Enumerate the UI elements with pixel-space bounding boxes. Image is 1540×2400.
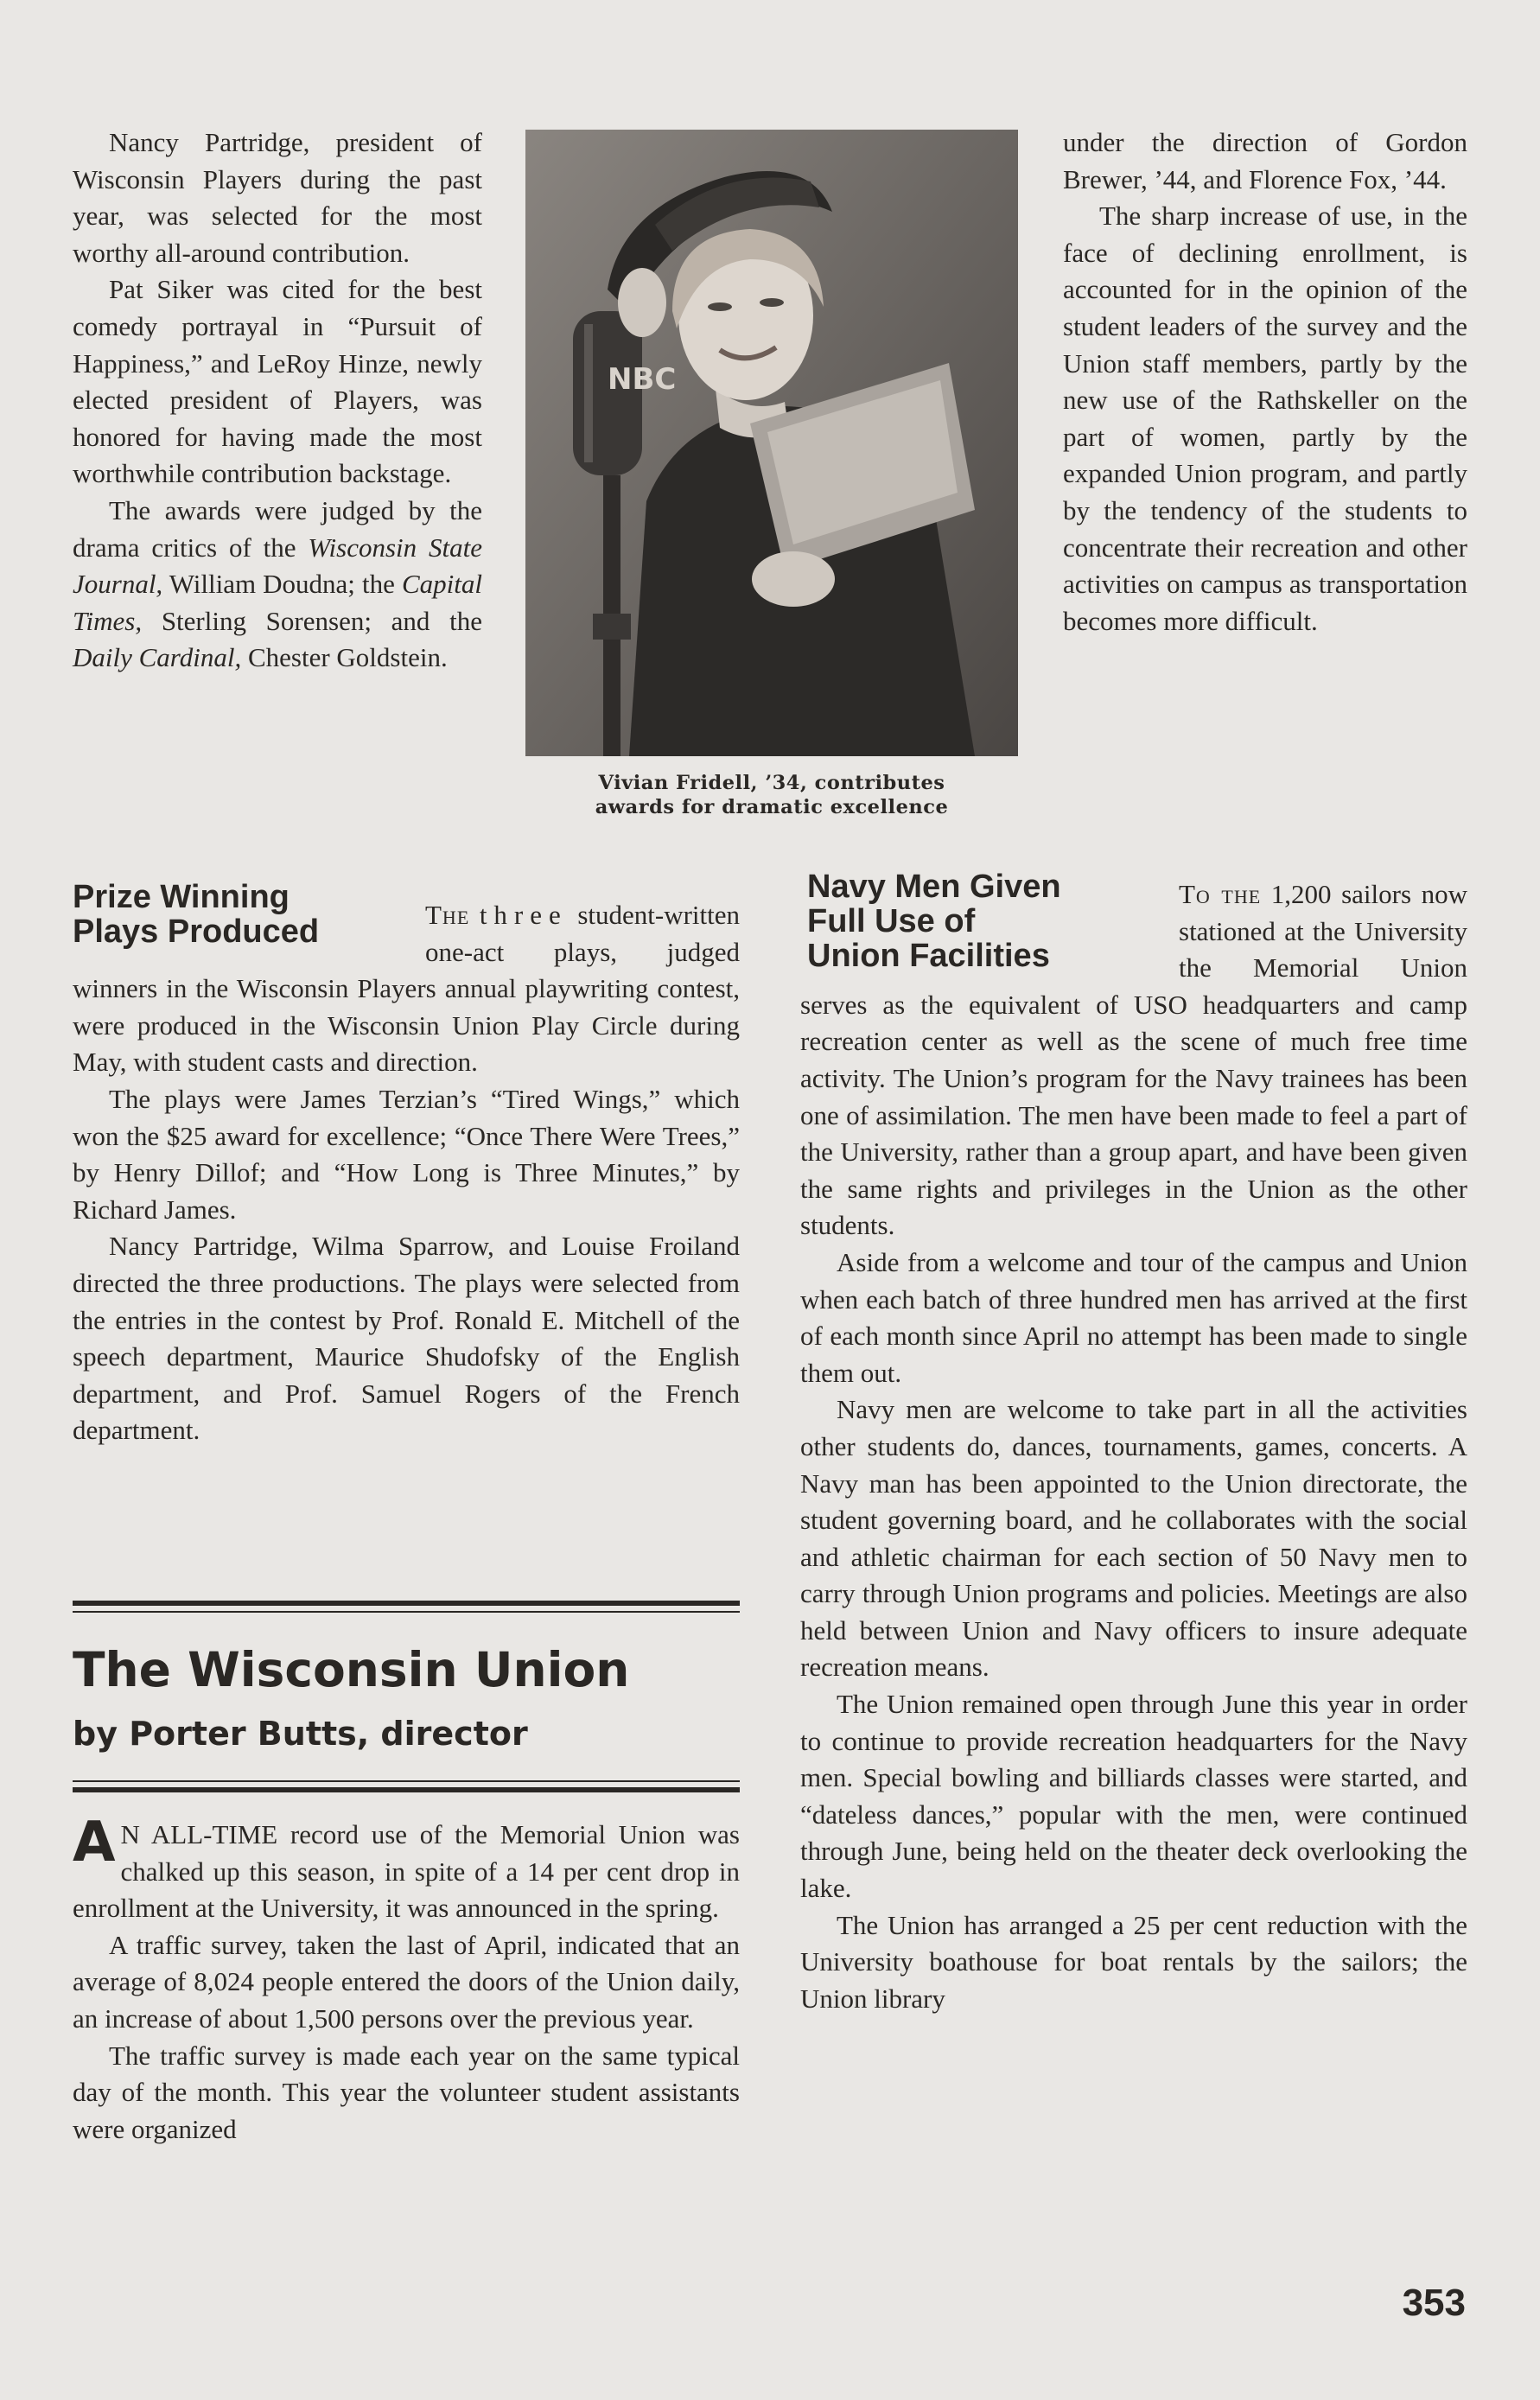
navy-welcome-paragraph: Aside from a welcome and tour of the campus and Union when each batch of three hundred men has arrived at the first of each month since April no attempt has been made to single them out. <box>800 1246 1467 1388</box>
players-president-paragraph: Nancy Partridge, president of Wisconsin Players during the past year, was selected for the most worthy all-around contribution. <box>73 127 482 268</box>
prize-plays-list-paragraph: The plays were James Terzian’s “Tired Wings,” which won the $25 award for excellence; “Once There Were Trees,” by Henry Dillof; and “How Long is Three Minutes,” by Richard James. <box>73 1083 740 1225</box>
navy-heading-line-1: Navy Men Given <box>807 869 1061 905</box>
union-byline: by Porter Butts, director <box>73 1715 528 1753</box>
nbc-mic-label: NBC <box>608 362 677 397</box>
left-top-column <box>73 124 482 677</box>
navy-june-paragraph: The Union remained open through June this year in order to continue to provide recreation headquarters for the Navy men. Special bowling and billiards classes were started, and “dateless dances,” popular with the men, were continued through June, being held on the theater deck overlooking the lake. <box>800 1689 1467 1904</box>
vivian-fridell-photo <box>525 130 1018 756</box>
increase-paragraph: The sharp increase of use, in the face of declining enrollment, is accounted for in the opinion of the student leaders of the survey and the Union staff members, partly by the new use of the Rathskeller on the part of women, partly by the expanded Union program, and partly by the tendency of the students to concentrate their recreation and other activities on campus as transportation becomes more difficult. <box>1063 201 1467 636</box>
navy-activities-paragraph: Navy men are welcome to take part in all the activities other students do, dances, tournaments, games, concerts. A Navy man has been appointed to the Union directorate, the student governing board, and he collaborates with the social and athletic chairman for each section of 50 Navy men to carry through Union programs and policies. Meetings are also held between Union and Navy officers to insure adequate recreation means. <box>800 1394 1467 1683</box>
prize-lead-paragraph: The three student-written one-act plays, judged winners in the Wisconsin Players annual playwriting contest, were produced in the Wisconsin Union Play Circle during May, with student casts and direction. <box>73 900 741 1078</box>
direction-paragraph: under the direction of Gordon Brewer, ’44, and Florence Fox, ’44. <box>1063 127 1467 194</box>
section-rule-top-thick <box>73 1601 740 1606</box>
right-top-column <box>1063 124 1467 640</box>
judges-paragraph: The awards were judged by the drama critics of the Wisconsin State Journal, William Doudna; the Capital Times, Sterling Sorensen; and the Daily Cardinal, Chester Goldstein. <box>73 494 482 673</box>
caption-line-1: Vivian Fridell, ’34, contributes <box>598 772 945 794</box>
drop-cap: A <box>73 1811 116 1875</box>
section-rule-top-thin <box>73 1611 740 1613</box>
survey-method-paragraph: The traffic survey is made each year on the same typical day of the month. This year the volunteer student assistants were organized <box>73 2040 740 2144</box>
navy-lead-paragraph: To the 1,200 sailors now stationed at the University the Memorial Union serves as the equivalent of USO headquarters and camp recreation center as well as the scene of much free time activity. The Union’s program for the Navy trainees has been one of assimilation. The men have been made to feel a part of the University, rather than a group apart, and have been given the same rights and privileges in the Union as the other students. <box>800 879 1467 1241</box>
prize-directors-paragraph: Nancy Partridge, Wilma Sparrow, and Louise Froiland directed the three productions. The plays were selected from the entries in the contest by Prof. Ronald E. Mitchell of the speech department, Maurice Shudofsky of the English department, and Prof. Samuel Rogers of the French department. <box>73 1231 740 1446</box>
navy-section <box>800 869 1467 2017</box>
navy-heading-line-2: Full Use of <box>807 903 976 939</box>
players-awards-paragraph: Pat Siker was cited for the best comedy portrayal in “Pursuit of Happiness,” and LeRoy Hinze, newly elected president of Players, was honored for having made the most worthwhile contribution backstage. <box>73 274 482 489</box>
prize-heading-line-1: Prize Winning <box>73 879 290 915</box>
photo-caption <box>519 771 1025 819</box>
union-title: The Wisconsin Union <box>73 1642 630 1697</box>
portrait-illustration <box>525 130 1018 756</box>
prize-heading-line-2: Plays Produced <box>73 914 320 950</box>
section-rule-bottom-thin <box>73 1780 740 1782</box>
navy-heading-line-3: Union Facilities <box>807 938 1050 974</box>
page-number: 353 <box>1402 2282 1466 2324</box>
caption-line-2: awards for dramatic excellence <box>595 796 949 818</box>
section-rule-bottom-thick <box>73 1787 740 1792</box>
prize-plays-section <box>73 880 740 1449</box>
navy-boathouse-paragraph: The Union has arranged a 25 per cent reduction with the University boathouse for boat rentals by the sailors; the Union library <box>800 1909 1467 2014</box>
union-lead-paragraph: A N ALL-TIME record use of the Memorial Union was chalked up this season, in spite of a 14 per cent drop in enrollment at the University, it was announced in the spring. <box>73 1811 740 1924</box>
traffic-survey-paragraph: A traffic survey, taken the last of April, indicated that an average of 8,024 people entered the doors of the Union daily, an increase of about 1,500 persons over the previous year. <box>73 1929 740 2034</box>
prize-plays-heading <box>73 880 401 949</box>
union-article <box>73 1811 740 2148</box>
navy-heading <box>807 869 1153 973</box>
